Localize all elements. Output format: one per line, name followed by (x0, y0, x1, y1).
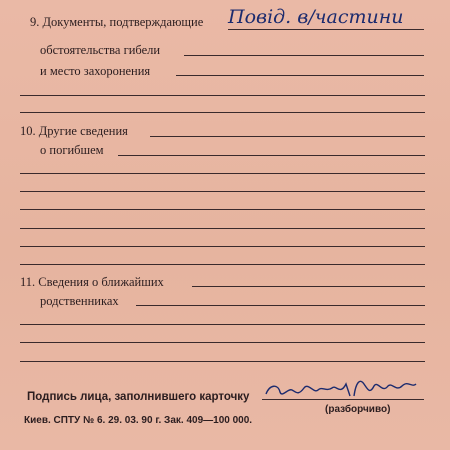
section-10-fill-line-4 (20, 191, 425, 192)
section-10-label-line-2: о погибшем (40, 143, 104, 157)
section-9-fill-line-2 (184, 55, 424, 56)
section-11-fill-line-4 (20, 342, 425, 343)
section-9-fill-line-5 (20, 112, 425, 113)
section-11-fill-line-1 (192, 286, 425, 287)
section-10-fill-line-1 (150, 136, 425, 137)
section-9-fill-line-4 (20, 95, 425, 96)
section-11-label: 11. Сведения о ближайших (20, 275, 164, 289)
section-10-fill-line-3 (20, 173, 425, 174)
section-11-fill-line-5 (20, 361, 425, 362)
printer-imprint: Киев. СПТУ № 6. 29. 03. 90 г. Зак. 409—100 000. (24, 415, 253, 426)
section-9-handwritten-entry: Повід. в/частини (228, 6, 404, 28)
section-9-label-line-2: обстоятельства гибели (40, 43, 161, 57)
section-10-fill-line-8 (20, 264, 425, 265)
section-9-fill-line-1 (228, 29, 424, 30)
section-11-label-line-2: родственниках (40, 294, 119, 308)
legibly-note: (разборчиво) (325, 404, 391, 415)
section-9-label-line-3: и место захоронения (40, 64, 151, 78)
section-10-fill-line-6 (20, 228, 425, 229)
section-10-fill-line-7 (20, 246, 425, 247)
section-9-fill-line-3 (176, 75, 424, 76)
section-10-fill-line-2 (118, 155, 425, 156)
section-9-label: 9. Документы, подтверждающие (30, 15, 204, 29)
section-11-fill-line-3 (20, 324, 425, 325)
section-10-label: 10. Другие сведения (20, 124, 128, 138)
signature-label: Подпись лица, заполнившего карточку (27, 391, 250, 403)
section-10-fill-line-5 (20, 209, 425, 210)
section-11-fill-line-2 (136, 305, 425, 306)
